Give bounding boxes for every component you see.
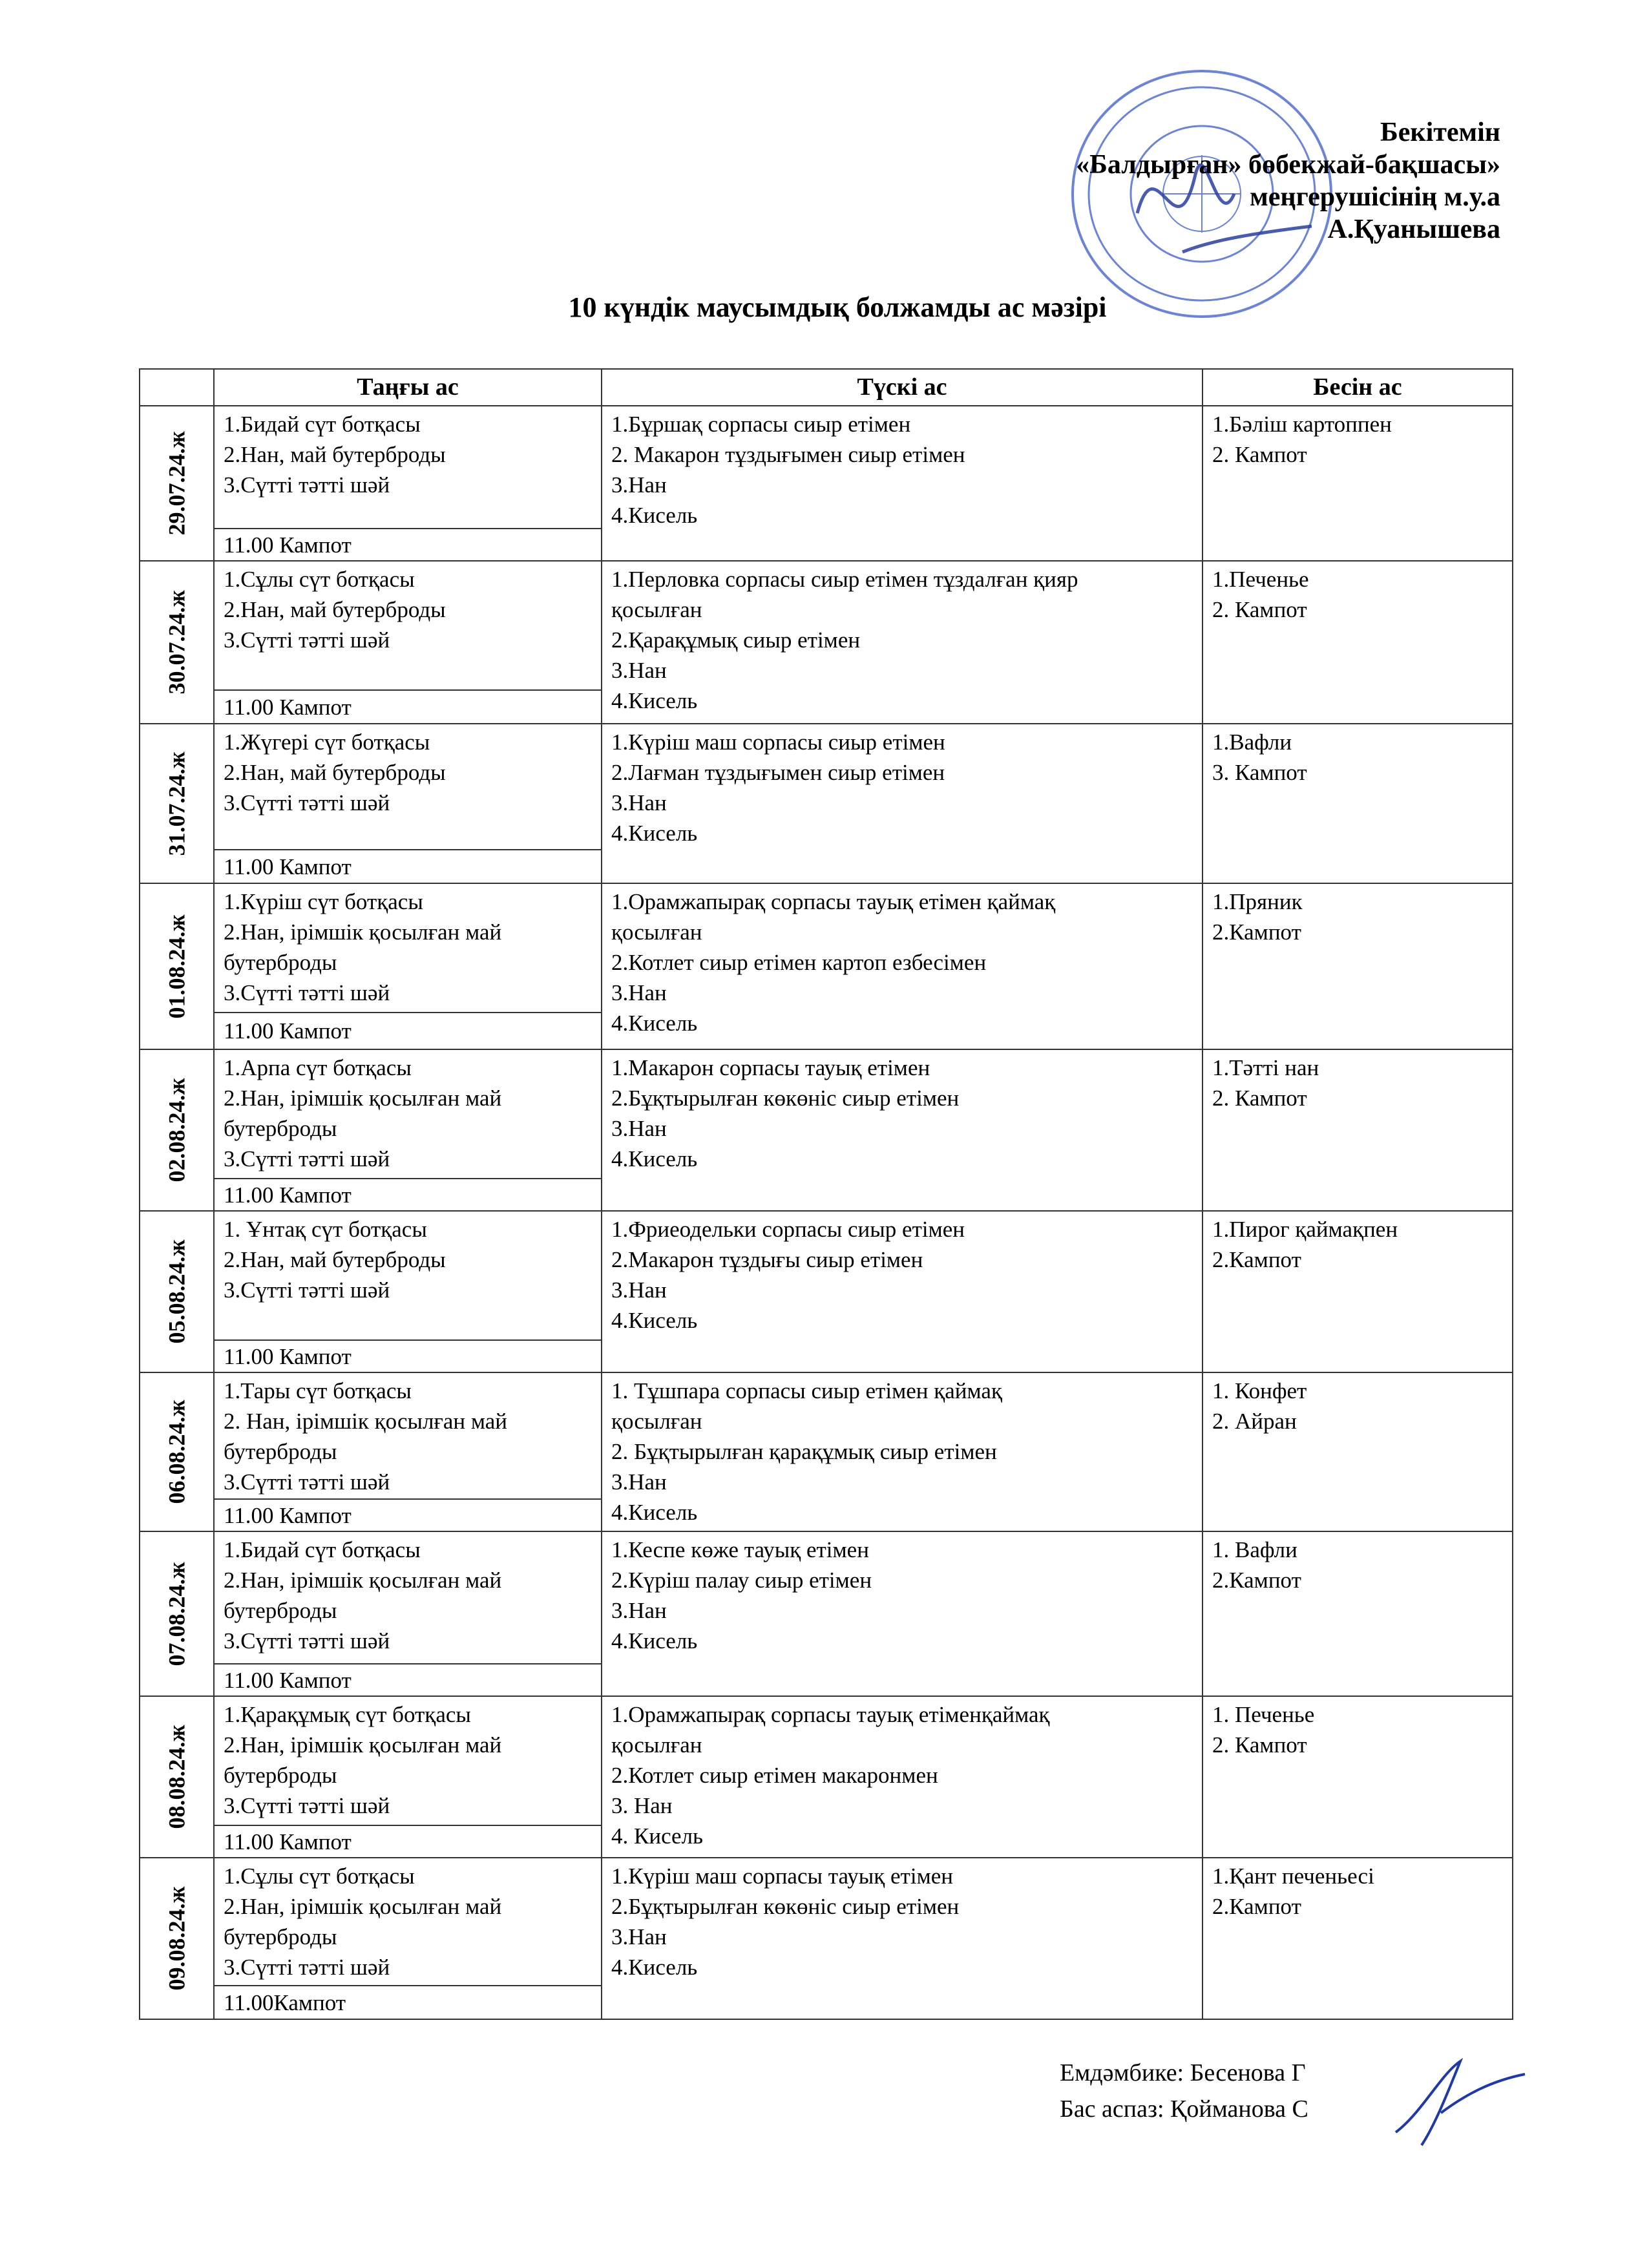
menu-item: 2.Лағман тұздығымен сиыр етімен xyxy=(611,760,945,785)
menu-item: 3.Сүтті тәтті шәй xyxy=(224,1628,390,1654)
snack-cell: 11.00 Кампот xyxy=(214,850,602,883)
menu-item: 1. Вафли xyxy=(1212,1537,1297,1562)
menu-item: 4.Кисель xyxy=(611,688,698,713)
document-title: 10 күндік маусымдық болжамды ас мәзірі xyxy=(568,291,1107,323)
menu-item: бутерброды xyxy=(224,1439,337,1464)
menu-item: 1.Тары сүт ботқасы xyxy=(224,1378,412,1403)
lunch-cell xyxy=(602,1696,1203,1858)
menu-item: 1.Күріш маш сорпасы тауық етімен xyxy=(611,1864,953,1889)
menu-item: қосылған xyxy=(611,1732,702,1758)
menu-item: 1.Бұршақ сорпасы сиыр етімен xyxy=(611,412,911,437)
day-date: 31.07.24.ж xyxy=(163,751,189,856)
approval-block xyxy=(1076,116,1500,246)
lunch-cell xyxy=(602,1531,1203,1696)
menu-item: 1.Кеспе көже тауық етімен xyxy=(611,1537,869,1562)
day-date: 06.08.24.ж xyxy=(163,1400,189,1504)
date-cell xyxy=(140,724,214,883)
date-cell xyxy=(140,883,214,1049)
breakfast-cell xyxy=(214,406,602,529)
afternoon-cell xyxy=(1203,724,1513,883)
menu-item: 3.Нан xyxy=(611,1469,667,1495)
menu-item: 1.Бидай сүт ботқасы xyxy=(224,412,421,437)
menu-item: 1.Күріш маш сорпасы сиыр етімен xyxy=(611,730,945,755)
menu-item: 2. Макарон тұздығымен сиыр етімен xyxy=(611,442,965,467)
menu-item: 2.Макарон тұздығы сиыр етімен xyxy=(611,1247,923,1272)
date-cell xyxy=(140,1858,214,2019)
menu-item: 1. Ұнтақ сүт ботқасы xyxy=(224,1217,427,1242)
table-row xyxy=(140,406,1513,529)
afternoon-cell xyxy=(1203,1696,1513,1858)
menu-item: 3.Нан xyxy=(611,1116,667,1141)
dietitian-line: Емдәмбике: Бесенова Г xyxy=(1060,2059,1306,2086)
approval-line-3: меңгерушісінің м.у.а xyxy=(1250,182,1500,212)
menu-item: 2. Нан, ірімшік қосылған май xyxy=(224,1409,508,1434)
menu-item: 1.Вафли xyxy=(1212,730,1292,755)
afternoon-cell xyxy=(1203,883,1513,1049)
menu-item: 1.Пряник xyxy=(1212,889,1303,914)
header-afternoon: Бесін ас xyxy=(1203,369,1513,406)
breakfast-cell xyxy=(214,1372,602,1499)
afternoon-cell xyxy=(1203,1858,1513,2019)
menu-item: 1.Қант печеньесі xyxy=(1212,1864,1374,1889)
lunch-cell xyxy=(602,1858,1203,2019)
day-date: 02.08.24.ж xyxy=(163,1078,189,1182)
menu-item: 4.Кисель xyxy=(611,1146,698,1171)
menu-item: 3.Сүтті тәтті шәй xyxy=(224,1955,390,1980)
menu-item: 1.Қарақұмық сүт ботқасы xyxy=(224,1702,471,1727)
menu-item: бутерброды xyxy=(224,1598,337,1623)
menu-item: 3.Сүтті тәтті шәй xyxy=(224,1146,390,1171)
snack-cell: 11.00 Кампот xyxy=(214,529,602,561)
menu-item: 3.Сүтті тәтті шәй xyxy=(224,1469,390,1495)
afternoon-cell xyxy=(1203,406,1513,561)
menu-item: 3.Нан xyxy=(611,1277,667,1303)
menu-item: 2.Нан, ірімшік қосылған май xyxy=(224,919,502,945)
menu-table xyxy=(139,368,1513,2020)
menu-item: 4. Кисель xyxy=(611,1823,703,1849)
menu-item: 2.Нан, ірімшік қосылған май xyxy=(224,1894,502,1919)
afternoon-cell xyxy=(1203,1049,1513,1211)
day-date: 01.08.24.ж xyxy=(163,914,189,1019)
day-date: 07.08.24.ж xyxy=(163,1561,189,1666)
menu-item: 2. Бұқтырылған қарақұмық сиыр етімен xyxy=(611,1439,997,1464)
menu-item: 2.Нан, ірімшік қосылған май xyxy=(224,1568,502,1593)
menu-item: 3.Сүтті тәтті шәй xyxy=(224,627,390,653)
menu-item: 3.Сүтті тәтті шәй xyxy=(224,980,390,1005)
menu-item: қосылған xyxy=(611,919,702,945)
menu-item: 3.Нан xyxy=(611,790,667,815)
afternoon-cell xyxy=(1203,1531,1513,1696)
chef-line: Бас аспаз: Қойманова С xyxy=(1060,2095,1308,2123)
menu-item: 1.Бидай сүт ботқасы xyxy=(224,1537,421,1562)
menu-item: 1.Пирог қаймақпен xyxy=(1212,1217,1398,1242)
breakfast-cell xyxy=(214,724,602,850)
menu-item: 1.Орамжапырақ сорпасы тауық етімен қаймақ xyxy=(611,889,1056,914)
menu-item: 1.Орамжапырақ сорпасы тауық етіменқаймақ xyxy=(611,1702,1050,1727)
menu-item: 4.Кисель xyxy=(611,1308,698,1333)
lunch-cell xyxy=(602,561,1203,724)
menu-item: 1. Конфет xyxy=(1212,1378,1307,1403)
menu-item: 2.Котлет сиыр етімен картоп езбесімен xyxy=(611,950,987,975)
menu-item: 3.Нан xyxy=(611,658,667,683)
table-row xyxy=(140,1372,1513,1499)
menu-item: 2. Кампот xyxy=(1212,1086,1307,1111)
afternoon-cell xyxy=(1203,561,1513,724)
menu-item: 1.Фриеодельки сорпасы сиыр етімен xyxy=(611,1217,965,1242)
menu-item: 4.Кисель xyxy=(611,1500,698,1525)
menu-item: 3.Нан xyxy=(611,1598,667,1623)
day-date: 05.08.24.ж xyxy=(163,1239,189,1344)
menu-item: 4.Кисель xyxy=(611,821,698,846)
menu-item: 4.Кисель xyxy=(611,503,698,528)
date-cell xyxy=(140,406,214,561)
menu-item: 1.Печенье xyxy=(1212,567,1309,592)
menu-item: 2.Кампот xyxy=(1212,1894,1301,1919)
menu-item: 3.Нан xyxy=(611,980,667,1005)
approval-line-2: «Балдырған» бөбекжай-бақшасы» xyxy=(1076,150,1500,180)
lunch-cell xyxy=(602,1372,1203,1531)
table-row xyxy=(140,1049,1513,1179)
snack-cell: 11.00 Кампот xyxy=(214,1013,602,1049)
breakfast-cell xyxy=(214,1858,602,1986)
breakfast-cell xyxy=(214,1696,602,1825)
menu-item: 1.Арпа сүт ботқасы xyxy=(224,1055,412,1080)
breakfast-cell xyxy=(214,1531,602,1664)
menu-item: 2.Бұқтырылған көкөніс сиыр етімен xyxy=(611,1894,960,1919)
signature-mark xyxy=(1383,2048,1531,2152)
menu-item: 1.Тәтті нан xyxy=(1212,1055,1319,1080)
menu-item: 2. Кампот xyxy=(1212,1732,1307,1758)
date-cell xyxy=(140,1211,214,1372)
date-cell xyxy=(140,1531,214,1696)
lunch-cell xyxy=(602,406,1203,561)
table-row xyxy=(140,561,1513,690)
menu-item: 1.Бәліш картоппен xyxy=(1212,412,1392,437)
menu-item: 2. Айран xyxy=(1212,1409,1297,1434)
menu-body xyxy=(140,406,1513,2019)
menu-item: 1. Печенье xyxy=(1212,1702,1315,1727)
menu-item: 2.Нан, ірімшік қосылған май xyxy=(224,1086,502,1111)
menu-item: бутерброды xyxy=(224,1116,337,1141)
day-date: 29.07.24.ж xyxy=(163,431,189,536)
table-row xyxy=(140,1858,1513,1986)
date-cell xyxy=(140,1049,214,1211)
menu-item: қосылған xyxy=(611,1409,702,1434)
menu-item: 2.Нан, май бутерброды xyxy=(224,1247,446,1272)
table-row xyxy=(140,1211,1513,1340)
menu-item: 3.Сүтті тәтті шәй xyxy=(224,1277,390,1303)
menu-item: бутерброды xyxy=(224,950,337,975)
menu-item: 3.Нан xyxy=(611,1924,667,1949)
menu-item: 2. Кампот xyxy=(1212,442,1307,467)
menu-item: 3.Сүтті тәтті шәй xyxy=(224,472,390,498)
day-date: 30.07.24.ж xyxy=(163,590,189,695)
approval-line-4: А.Қуанышева xyxy=(1327,215,1500,244)
table-row xyxy=(140,1531,1513,1664)
menu-item: 2.Күріш палау сиыр етімен xyxy=(611,1568,872,1593)
snack-cell: 11.00 Кампот xyxy=(214,1499,602,1531)
menu-item: 2.Кампот xyxy=(1212,1247,1301,1272)
menu-item: 3.Сүтті тәтті шәй xyxy=(224,790,390,815)
menu-item: бутерброды xyxy=(224,1763,337,1788)
table-row xyxy=(140,724,1513,850)
menu-item: 1.Жүгері сүт ботқасы xyxy=(224,730,430,755)
menu-item: 3. Нан xyxy=(611,1793,673,1818)
table-row xyxy=(140,883,1513,1013)
menu-item: 2.Нан, ірімшік қосылған май xyxy=(224,1732,502,1758)
day-date: 09.08.24.ж xyxy=(163,1886,189,1991)
menu-item: 2.Қарақұмық сиыр етімен xyxy=(611,627,861,653)
menu-item: 2.Котлет сиыр етімен макаронмен xyxy=(611,1763,938,1788)
day-date: 08.08.24.ж xyxy=(163,1725,189,1829)
lunch-cell xyxy=(602,1211,1203,1372)
menu-item: 1.Сұлы сүт ботқасы xyxy=(224,1864,415,1889)
menu-item: бутерброды xyxy=(224,1924,337,1949)
footer-signatures xyxy=(1060,2055,1308,2127)
menu-item: 4.Кисель xyxy=(611,1955,698,1980)
menu-item: 4.Кисель xyxy=(611,1011,698,1036)
menu-item: 1.Перловка сорпасы сиыр етімен тұздалған қияр xyxy=(611,567,1078,592)
menu-item: 1. Тұшпара сорпасы сиыр етімен қаймақ xyxy=(611,1378,1002,1403)
header-breakfast: Таңғы ас xyxy=(214,369,602,406)
menu-item: 2.Нан, май бутерброды xyxy=(224,760,446,785)
header-lunch: Түскі ас xyxy=(602,369,1203,406)
snack-cell: 11.00Кампот xyxy=(214,1986,602,2019)
lunch-cell xyxy=(602,1049,1203,1211)
menu-item: 1.Күріш сүт ботқасы xyxy=(224,889,423,914)
lunch-cell xyxy=(602,724,1203,883)
lunch-cell xyxy=(602,883,1203,1049)
afternoon-cell xyxy=(1203,1211,1513,1372)
menu-item: 1.Макарон сорпасы тауық етімен xyxy=(611,1055,930,1080)
menu-item: қосылған xyxy=(611,597,702,622)
snack-cell: 11.00 Кампот xyxy=(214,1179,602,1211)
breakfast-cell xyxy=(214,561,602,690)
snack-cell: 11.00 Кампот xyxy=(214,1664,602,1696)
table-row xyxy=(140,1696,1513,1825)
menu-item: 3. Кампот xyxy=(1212,760,1307,785)
breakfast-cell xyxy=(214,1211,602,1340)
menu-item: 2.Нан, май бутерброды xyxy=(224,442,446,467)
menu-item: 4.Кисель xyxy=(611,1628,698,1654)
afternoon-cell xyxy=(1203,1372,1513,1531)
menu-item: 1.Сұлы сүт ботқасы xyxy=(224,567,415,592)
header-date xyxy=(140,369,214,406)
menu-item: 3.Сүтті тәтті шәй xyxy=(224,1793,390,1818)
menu-item: 2.Кампот xyxy=(1212,1568,1301,1593)
breakfast-cell xyxy=(214,883,602,1013)
menu-item: 2.Бұқтырылған көкөніс сиыр етімен xyxy=(611,1086,960,1111)
menu-item: 2.Кампот xyxy=(1212,919,1301,945)
menu-item: 2.Нан, май бутерброды xyxy=(224,597,446,622)
menu-item: 3.Нан xyxy=(611,472,667,498)
date-cell xyxy=(140,1372,214,1531)
breakfast-cell xyxy=(214,1049,602,1179)
date-cell xyxy=(140,1696,214,1858)
menu-item: 2. Кампот xyxy=(1212,597,1307,622)
snack-cell: 11.00 Кампот xyxy=(214,1825,602,1858)
snack-cell: 11.00 Кампот xyxy=(214,1340,602,1372)
header-row xyxy=(140,369,1513,406)
snack-cell: 11.00 Кампот xyxy=(214,690,602,724)
date-cell xyxy=(140,561,214,724)
approval-line-1: Бекітемін xyxy=(1380,118,1500,147)
